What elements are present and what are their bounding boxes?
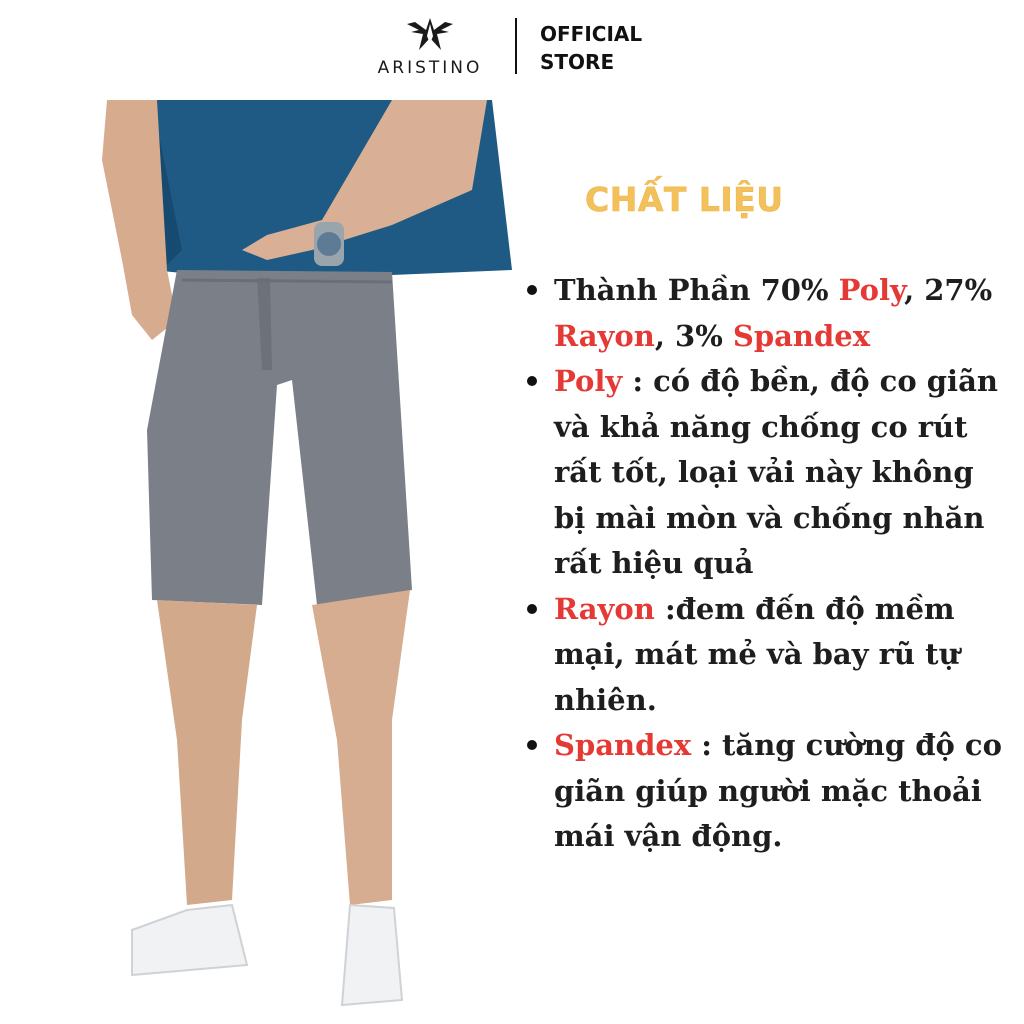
material-bullet [520, 268, 1010, 359]
highlight-term: Spandex [554, 728, 692, 762]
aristino-eagle-logo-icon [405, 14, 455, 54]
material-bullet [520, 723, 1010, 860]
material-list [520, 268, 1010, 860]
right-leg [312, 590, 410, 905]
highlight-term: Poly [838, 273, 905, 307]
left-leg [157, 600, 257, 905]
product-photo [92, 100, 512, 1024]
highlight-term: Rayon [554, 591, 655, 626]
material-bullet [520, 359, 1010, 587]
highlight-term: Poly [554, 364, 623, 398]
brand-header [0, 0, 1024, 90]
header-divider [515, 18, 517, 74]
right-shoe [342, 905, 402, 1005]
official-line: OFFICIAL [540, 22, 643, 46]
bullet-text: Thành Phần 70% [554, 273, 839, 307]
official-store-label [540, 20, 642, 76]
bullet-text: , 27% [904, 273, 993, 307]
material-bullet [520, 587, 1010, 724]
left-shoe [132, 905, 247, 975]
section-title: CHẤT LIỆU [585, 180, 784, 219]
bullet-text: : tăng cường độ co giãn giúp người mặc thoải mái vận động. [554, 728, 1002, 853]
highlight-term: Spandex [732, 318, 870, 353]
store-line: STORE [540, 50, 615, 74]
highlight-term: Rayon [554, 318, 655, 353]
bullet-text: : có độ bền, độ co giãn và khả năng chống co rút rất tốt, loại vải này không bị mài mòn và chống nhăn rất hiệu quả [554, 364, 998, 580]
brand-name: ARISTINO [377, 58, 483, 78]
bullet-text: :đem đến độ mềm mại, mát mẻ và bay rũ tự nhiên. [554, 591, 960, 717]
bullet-text: , 3% [654, 318, 733, 353]
brand-logo[interactable] [365, 14, 495, 80]
shorts [147, 270, 412, 605]
